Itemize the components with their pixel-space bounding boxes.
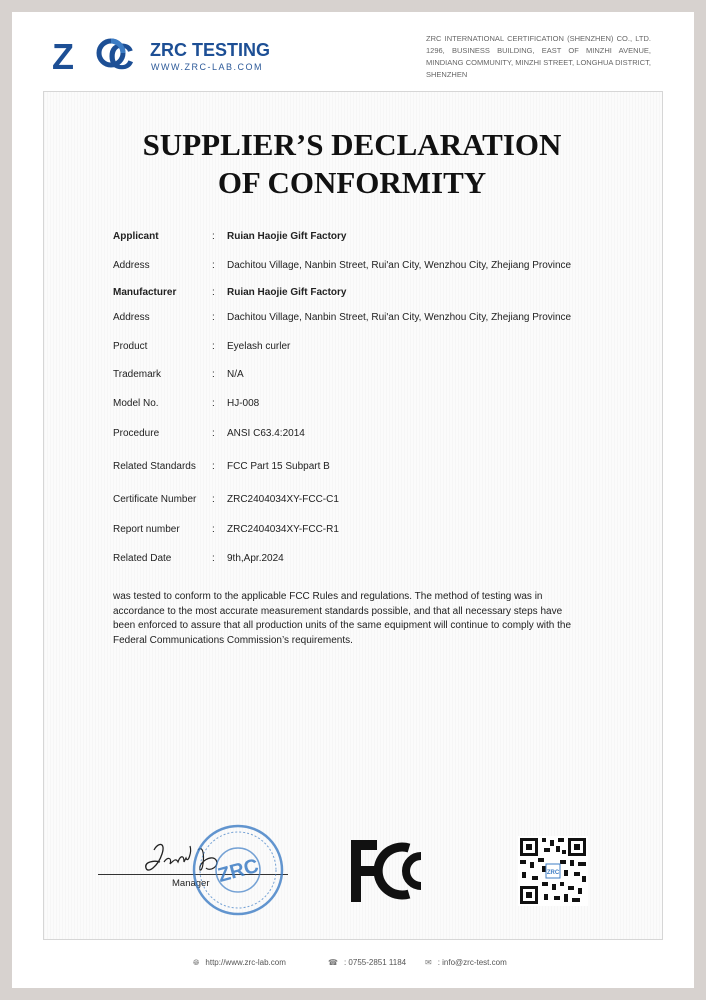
field-label: Related Date — [113, 553, 172, 564]
field-label: Manufacturer — [113, 287, 177, 298]
field-colon: : — [212, 231, 215, 242]
mail-icon: ✉ — [425, 958, 432, 967]
field-colon: : — [212, 341, 215, 352]
field-colon: : — [212, 494, 215, 505]
logo-wordmark: Z C — [52, 36, 135, 77]
field-label: Related Standards — [113, 461, 196, 472]
field-label: Model No. — [113, 398, 159, 409]
field-value: 9th,Apr.2024 — [227, 553, 284, 564]
signatory-role: Manager — [172, 878, 210, 889]
svg-text:ZRC: ZRC — [215, 855, 261, 887]
field-colon: : — [212, 398, 215, 409]
logo-url: WWW.ZRC-LAB.COM — [151, 62, 263, 72]
field-colon: : — [212, 524, 215, 535]
conformity-statement: was tested to conform to the applicable FCC Rules and regulations. The method of testing was in accordance to the most accurate measurement standards possible, and that all necessary steps have been enforced to assure that all production units of the same equipment will continue to comply with the Federal Communications Commission’s requirements. — [113, 591, 572, 646]
field-value: Ruian Haojie Gift Factory — [227, 287, 347, 298]
field-label: Address — [113, 312, 150, 323]
document-title — [43, 126, 661, 202]
field-colon: : — [212, 260, 215, 271]
field-label: Certificate Number — [113, 494, 197, 505]
field-label: Product — [113, 341, 148, 352]
globe-icon: 🌐︎ — [193, 958, 200, 967]
qr-code[interactable] — [518, 836, 588, 906]
fcc-logo — [347, 838, 431, 904]
field-colon: : — [212, 553, 215, 564]
field-value: HJ-008 — [227, 398, 260, 409]
svg-text:ZRC: ZRC — [546, 870, 560, 876]
field-colon: : — [212, 287, 215, 298]
field-label: Procedure — [113, 428, 160, 439]
field-value: Dachitou Village, Nanbin Street, Rui'an City, Wenzhou City, Zhejiang Province — [227, 312, 572, 323]
phone-number: : 0755-2851 1184 — [343, 958, 407, 967]
field-colon: : — [212, 312, 215, 323]
phone-icon: ☎ — [328, 958, 338, 967]
field-label: Address — [113, 260, 150, 271]
title-line-2: OF CONFORMITY — [217, 165, 487, 200]
field-value: N/A — [227, 369, 244, 380]
field-value: Eyelash curler — [227, 341, 291, 352]
email-link[interactable]: : info@zrc-test.com — [437, 958, 507, 967]
zrc-seal-stamp — [190, 822, 286, 918]
field-colon: : — [212, 369, 215, 380]
field-value: ZRC2404034XY-FCC-R1 — [227, 524, 339, 535]
field-label: Applicant — [113, 231, 159, 242]
logo-title: ZRC TESTING — [150, 40, 270, 60]
field-value: ZRC2404034XY-FCC-C1 — [227, 494, 339, 505]
field-colon: : — [212, 461, 215, 472]
logo-ring-icon — [96, 38, 126, 68]
field-colon: : — [212, 428, 215, 439]
company-address: ZRC INTERNATIONAL CERTIFICATION (SHENZHEN) CO., LTD. 1296, BUSINESS BUILDING, EAST OF MINZHI AVENUE, MINDIANG COMMUNITY, MINZHI STREET, LONGHUA DISTRICT, SHENZHEN — [426, 34, 651, 79]
field-label: Trademark — [113, 369, 161, 380]
content-frame — [43, 91, 663, 940]
footer-website[interactable] — [193, 958, 286, 968]
field-value: FCC Part 15 Subpart B — [227, 461, 330, 472]
footer-phone — [328, 958, 406, 967]
zrc-logo — [52, 36, 272, 80]
field-value: ANSI C63.4:2014 — [227, 428, 305, 439]
website-link[interactable]: http://www.zrc-lab.com — [205, 958, 286, 967]
footer-email[interactable] — [425, 958, 507, 967]
field-value: Dachitou Village, Nanbin Street, Rui'an City, Wenzhou City, Zhejiang Province — [227, 260, 572, 271]
field-label: Report number — [113, 524, 180, 535]
title-line-1: SUPPLIER’S DECLARATION — [142, 127, 562, 162]
field-value: Ruian Haojie Gift Factory — [227, 231, 347, 242]
